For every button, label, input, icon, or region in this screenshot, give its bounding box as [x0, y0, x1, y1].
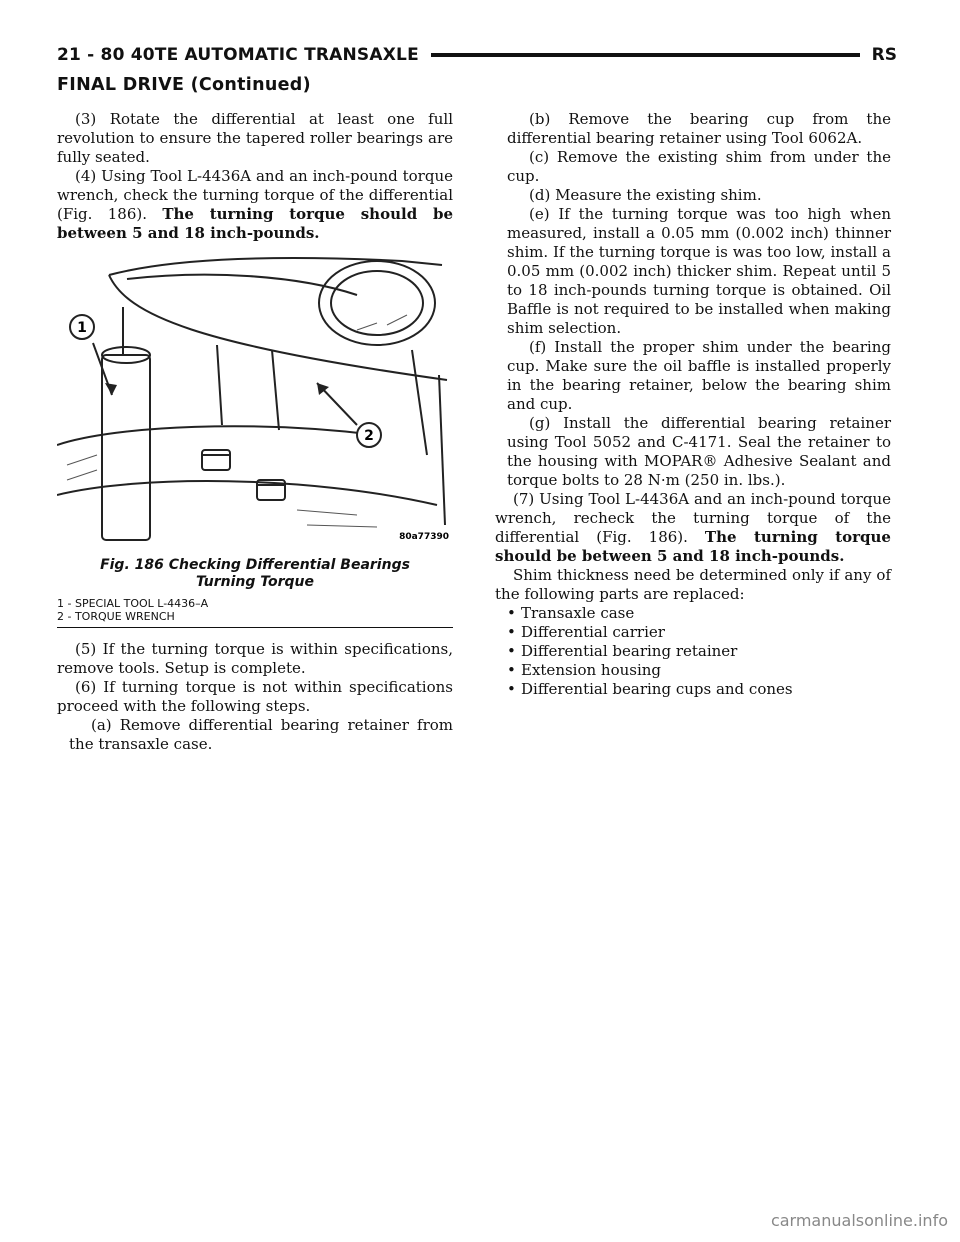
- step-6e: (e) If the turning torque was too high when measured, install a 0.05 mm (0.002 inch) thinner shim. If the turning torque is was too low, install a 0.05 mm (0.002 inch) thicker shim. Repeat until 5 to 18 inch-pounds turning torque is obtained. Oil Baffle is not required to be installed when making shim selection.: [507, 205, 891, 337]
- page-header: [57, 40, 897, 70]
- differential-torque-drawing: [57, 255, 453, 545]
- step-4-text: (4) Using Tool L-4436A and an inch-pound torque wrench, check the turning torque of the differential (Fig. 186).: [57, 167, 453, 223]
- step-7-bold: The turning torque should be between 5 and 18 inch-pounds.: [495, 528, 891, 565]
- step-6d: (d) Measure the existing shim.: [529, 186, 762, 204]
- figure-186-illustration: [57, 255, 453, 545]
- header-page-title: 21 - 80 40TE AUTOMATIC TRANSAXLE: [57, 45, 419, 65]
- step-6: (6) If turning torque is not within specifications proceed with the following steps.: [57, 678, 453, 715]
- callout-2: 2: [364, 428, 374, 444]
- list-item: • Differential bearing cups and cones: [507, 680, 891, 699]
- shim-intro: Shim thickness need be determined only if any of the following parts are replaced:: [495, 566, 891, 603]
- step-6c: (c) Remove the existing shim from under the cup.: [507, 148, 891, 185]
- legend-item-1: 1 - SPECIAL TOOL L-4436–A: [57, 597, 209, 610]
- watermark: carmanualsonline.info: [770, 1211, 948, 1230]
- step-4-bold: The turning torque should be between 5 and 18 inch-pounds.: [57, 205, 453, 242]
- replaced-parts-list: [495, 604, 891, 699]
- step-5: (5) If the turning torque is within specifications, remove tools. Setup is complete.: [57, 640, 453, 677]
- step-3: (3) Rotate the differential at least one full revolution to ensure the tapered roller bearings are fully seated.: [57, 110, 453, 166]
- header-rule: [431, 53, 860, 57]
- figure-caption: Fig. 186 Checking Differential Bearings Turning Torque: [100, 557, 410, 590]
- step-6b: (b) Remove the bearing cup from the differential bearing retainer using Tool 6062A.: [507, 110, 891, 147]
- figure-code: 80a77390: [399, 532, 449, 542]
- list-item: • Transaxle case: [507, 604, 891, 623]
- figure-legend: [57, 597, 453, 628]
- header-model-code: RS: [871, 45, 897, 65]
- section-title: FINAL DRIVE (Continued): [57, 75, 311, 95]
- step-6f: (f) Install the proper shim under the bearing cup. Make sure the oil baffle is installed properly in the bearing retainer, below the bearing shim and cup.: [507, 338, 891, 413]
- list-item: • Extension housing: [507, 661, 891, 680]
- step-4: [57, 167, 453, 243]
- step-6g: (g) Install the differential bearing retainer using Tool 5052 and C-4171. Seal the retainer to the housing with MOPAR® Adhesive Sealant and torque bolts to 28 N·m (250 in. lbs.).: [507, 414, 891, 489]
- step-7: [495, 490, 891, 566]
- step-6a: (a) Remove differential bearing retainer from the transaxle case.: [69, 716, 453, 753]
- step-7-text: (7) Using Tool L-4436A and an inch-pound torque wrench, recheck the turning torque of the differential (Fig. 186).: [495, 490, 891, 546]
- right-column: [495, 110, 891, 699]
- callout-1: 1: [77, 320, 87, 336]
- legend-item-2: 2 - TORQUE WRENCH: [57, 610, 175, 623]
- list-item: • Differential bearing retainer: [507, 642, 891, 661]
- left-column: [57, 110, 453, 754]
- list-item: • Differential carrier: [507, 623, 891, 642]
